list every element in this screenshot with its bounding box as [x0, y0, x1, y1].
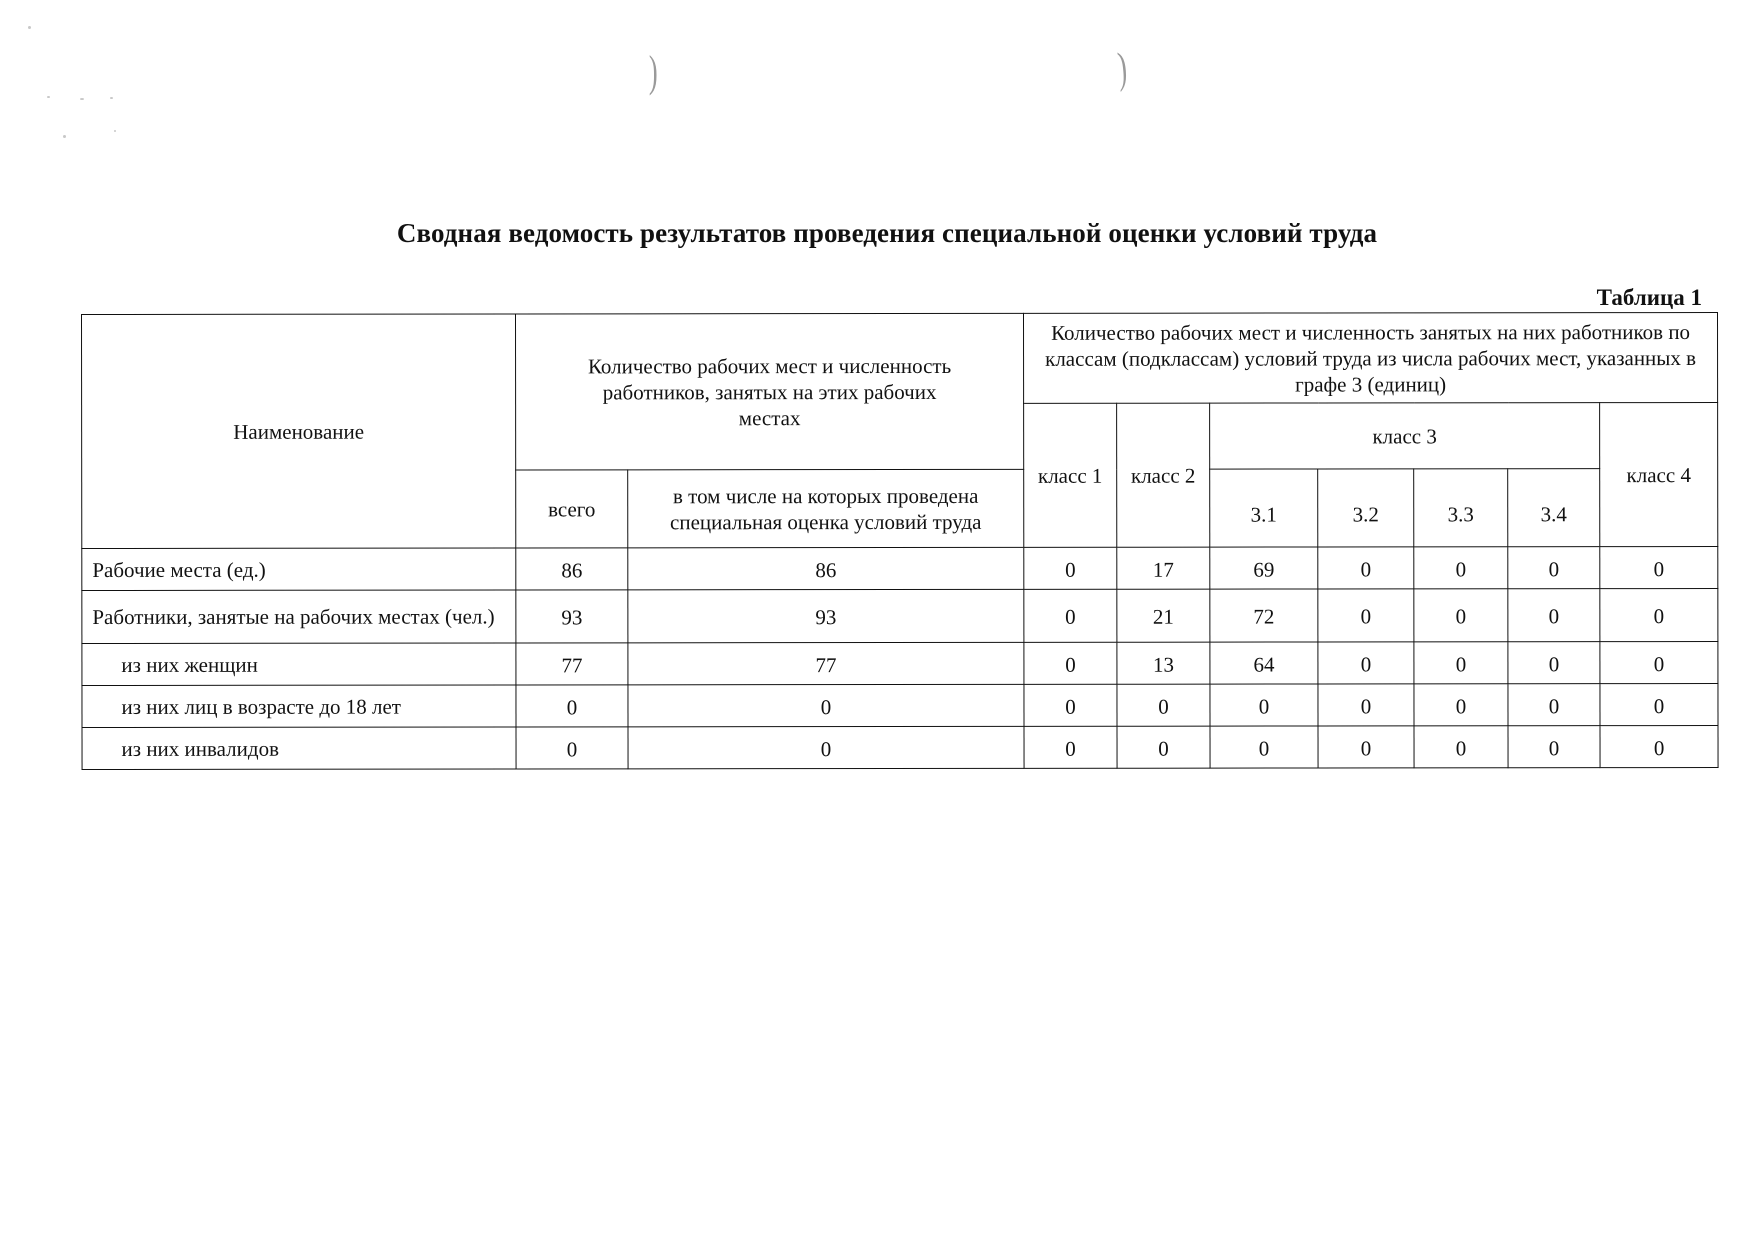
cell-class2: 0	[1117, 726, 1210, 768]
header-class3: класс 3	[1210, 403, 1600, 469]
summary-table	[81, 312, 1719, 770]
cell-class2: 13	[1117, 642, 1210, 684]
cell-class3-2: 0	[1318, 547, 1414, 589]
cell-class3-4: 0	[1508, 589, 1600, 642]
header-total: всего	[516, 470, 628, 548]
cell-class3-3: 0	[1414, 684, 1508, 726]
cell-class1: 0	[1024, 726, 1117, 768]
header-subclass-3-3: 3.3	[1414, 469, 1508, 547]
cell-class4: 0	[1600, 642, 1718, 684]
table-row	[82, 684, 1718, 728]
header-subclass-3-1: 3.1	[1210, 469, 1318, 547]
scan-speck	[28, 26, 31, 29]
cell-class1: 0	[1024, 547, 1117, 589]
cell-class4: 0	[1600, 589, 1718, 642]
header-assessed: в том числе на которых проведена специальная оценка условий труда	[628, 469, 1024, 547]
cell-class3-4: 0	[1508, 642, 1600, 684]
cell-assessed: 77	[628, 642, 1024, 684]
table-row	[82, 726, 1718, 770]
table-row	[82, 642, 1718, 686]
scan-speck	[114, 130, 116, 132]
cell-total: 0	[516, 685, 628, 727]
cell-class1: 0	[1024, 642, 1117, 684]
row-label: из них лиц в возрасте до 18 лет	[82, 685, 516, 728]
row-label: из них женщин	[82, 643, 516, 686]
cell-class3-2: 0	[1318, 589, 1414, 642]
punch-hole-mark: )	[1115, 42, 1129, 93]
cell-class3-1: 72	[1210, 589, 1318, 642]
cell-class3-1: 69	[1210, 547, 1318, 589]
header-subclass-3-4: 3.4	[1508, 469, 1600, 547]
cell-class2: 0	[1117, 684, 1210, 726]
header-subclass-3-2: 3.2	[1318, 469, 1414, 547]
cell-class3-3: 0	[1414, 547, 1508, 589]
cell-assessed: 0	[628, 684, 1024, 726]
scan-speck	[110, 97, 113, 99]
row-label: Рабочие места (ед.)	[82, 548, 516, 591]
header-row	[82, 313, 1718, 405]
cell-class3-4: 0	[1508, 684, 1600, 726]
cell-class2: 17	[1117, 547, 1210, 589]
cell-class3-2: 0	[1318, 726, 1414, 768]
header-name: Наименование	[82, 314, 516, 549]
cell-class3-4: 0	[1508, 726, 1600, 768]
cell-total: 77	[516, 643, 628, 685]
scan-speck	[80, 98, 84, 100]
cell-total: 93	[516, 590, 628, 643]
header-class1: класс 1	[1024, 403, 1117, 547]
row-label: из них инвалидов	[82, 727, 516, 770]
cell-assessed: 93	[628, 589, 1024, 642]
header-group-count: Количество рабочих мест и численность работников, занятых на этих рабочих местах	[516, 313, 1024, 470]
cell-class3-3: 0	[1414, 642, 1508, 684]
cell-total: 0	[516, 727, 628, 769]
cell-class4: 0	[1600, 547, 1718, 589]
cell-class1: 0	[1024, 589, 1117, 642]
cell-class2: 21	[1117, 589, 1210, 642]
cell-assessed: 86	[628, 547, 1024, 589]
cell-class3-1: 0	[1210, 684, 1318, 726]
cell-class3-1: 0	[1210, 726, 1318, 768]
table-row	[82, 547, 1718, 591]
punch-hole-mark: )	[648, 47, 658, 96]
cell-class3-1: 64	[1210, 642, 1318, 684]
header-class4: класс 4	[1600, 403, 1718, 547]
table-row	[82, 589, 1718, 644]
cell-class3-3: 0	[1414, 589, 1508, 642]
cell-total: 86	[516, 548, 628, 590]
row-label: Работники, занятые на рабочих местах (чел.)	[82, 590, 516, 644]
header-group-classes: Количество рабочих мест и численность занятых на них работников по классам (подклассам) условий труда из числа рабочих мест, указанных в графе 3 (единиц)	[1023, 313, 1717, 404]
scan-speck	[47, 96, 50, 98]
cell-class3-2: 0	[1318, 642, 1414, 684]
header-class2: класс 2	[1117, 403, 1210, 547]
cell-class4: 0	[1600, 726, 1718, 768]
cell-assessed: 0	[628, 726, 1024, 768]
cell-class1: 0	[1024, 684, 1117, 726]
cell-class4: 0	[1600, 684, 1718, 726]
cell-class3-4: 0	[1508, 547, 1600, 589]
cell-class3-2: 0	[1318, 684, 1414, 726]
document-title: Сводная ведомость результатов проведения специальной оценки условий труда	[396, 218, 1378, 248]
cell-class3-3: 0	[1414, 726, 1508, 768]
scan-speck	[63, 135, 66, 138]
table-number-label: Таблица 1	[1596, 285, 1702, 310]
